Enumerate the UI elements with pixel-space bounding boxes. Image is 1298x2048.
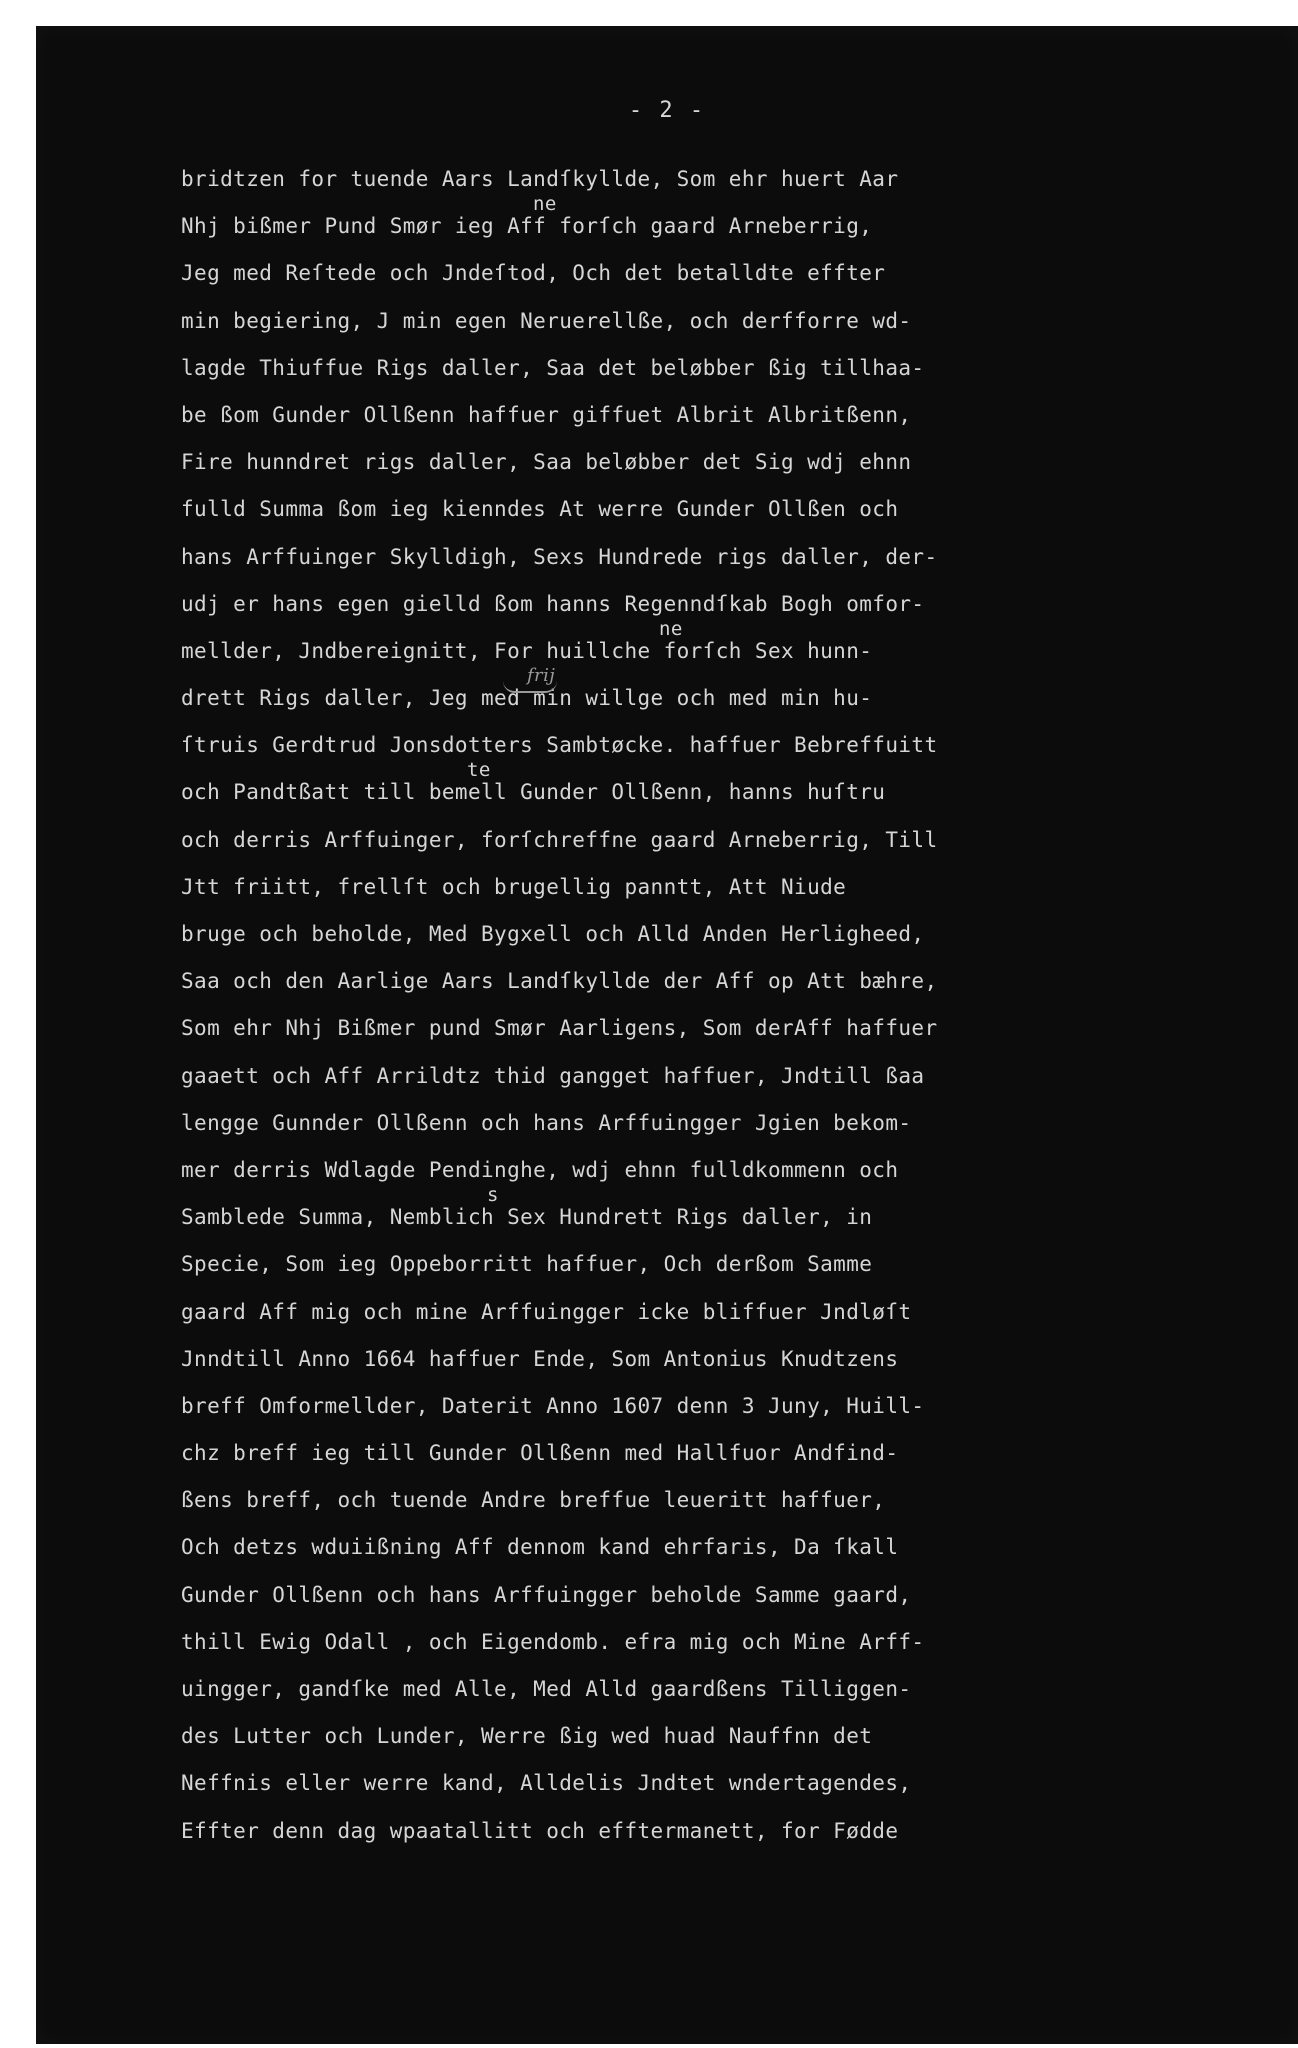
text-line: Jeg med Reſtede och Jndeſtod, Och det betalldte effter xyxy=(181,261,886,286)
text-line: gaard Aff mig och mine Arffuingger icke bliffuer Jndløſt xyxy=(181,1299,912,1324)
text-line: ßens breff, och tuende Andre breffue leueritt haffuer, xyxy=(181,1488,886,1513)
text-line: Jtt friitt, frellſt och brugellig panntt, Att Niude xyxy=(181,874,847,899)
text-line-content: drett Rigs daller, Jeg med min willge och med min hu- xyxy=(181,686,873,711)
text-line: be ßom Gunder Ollßenn haffuer giffuet Albrit Albritßenn, xyxy=(181,402,912,427)
text-line-content: och Pandtßatt till bemell Gunder Ollßenn, hanns huſtru xyxy=(181,780,886,805)
text-line xyxy=(181,617,1061,675)
text-line: Som ehr Nhj Bißmer pund Smør Aarligens, Som derAff haffuer xyxy=(181,1016,938,1041)
text-line: thill Ewig Odall , och Eigendomb. efra mig och Mine Arff- xyxy=(181,1629,925,1654)
text-line: Fire hunndret rigs daller, Saa beløbber det Sig wdj ehnn xyxy=(181,450,912,475)
text-line: och derris Arffuinger, forſchreffne gaard Arneberrig, Till xyxy=(181,827,938,852)
text-line xyxy=(181,759,1061,816)
interlinear-insertion: ne xyxy=(533,193,557,216)
text-line: chz breff ieg till Gunder Ollßenn med Hallfuor Andfind- xyxy=(181,1441,899,1466)
text-line: Specie, Som ieg Oppeborritt haffuer, Och derßom Samme xyxy=(181,1252,873,1277)
text-line-content: mellder, Jndbereignitt, For huillche forſch Sex hunn- xyxy=(181,638,873,663)
page-number: - 2 - xyxy=(628,98,706,123)
text-line: min begiering, J min egen Neruerellße, och derfforre wd- xyxy=(181,308,912,333)
text-line: mer derris Wdlagde Pendinghe, wdj ehnn fulldkommenn och xyxy=(181,1157,899,1182)
insertion-caret-mark xyxy=(503,681,557,693)
text-line: lengge Gunnder Ollßenn och hans Arffuingger Jgien bekom- xyxy=(181,1110,912,1135)
text-line-content: Nhj bißmer Pund Smør ieg Aff forſch gaard Arneberrig, xyxy=(181,214,873,239)
text-line: des Lutter och Lunder, Werre ßig wed huad Nauffnn det xyxy=(181,1724,873,1749)
text-line xyxy=(181,1184,1061,1241)
text-line: uingger, gandſke med Alle, Med Alld gaardßens Tilliggen- xyxy=(181,1677,912,1701)
text-line xyxy=(181,665,1061,722)
text-line: Saa och den Aarlige Aars Landſkyllde der Aff op Att bæhre, xyxy=(181,969,938,994)
document-page xyxy=(36,26,1298,2044)
text-line-content: Samblede Summa, Nemblich Sex Hundrett Rigs daller, in xyxy=(181,1205,873,1230)
document-body xyxy=(181,156,1061,1855)
text-line: Neffnis eller werre kand, Alldelis Jndtet wndertagendes, xyxy=(181,1771,912,1796)
text-line: Effter denn dag wpaatallitt och efftermanett, for Fødde xyxy=(181,1818,899,1843)
text-line: gaaett och Aff Arrildtz thid gangget haffuer, Jndtill ßaa xyxy=(181,1063,925,1088)
text-line: Gunder Ollßenn och hans Arffuingger beholde Samme gaard, xyxy=(181,1582,912,1607)
text-line: bridtzen for tuende Aars Landſkyllde, Som ehr huert Aar xyxy=(181,167,899,191)
interlinear-insertion: s xyxy=(487,1184,499,1207)
text-line xyxy=(181,193,1061,250)
text-line: bruge och beholde, Med Bygxell och Alld Anden Herligheed, xyxy=(181,922,925,946)
text-line: hans Arffuinger Skylldigh, Sexs Hundrede rigs daller, der- xyxy=(181,544,938,569)
text-line: lagde Thiuffue Rigs daller, Saa det beløbber ßig tillhaa- xyxy=(181,355,925,380)
text-line: ſtruis Gerdtrud Jonsdotters Sambtøcke. haffuer Bebreffuitt xyxy=(181,733,938,758)
text-line: breff Omformellder, Daterit Anno 1607 denn 3 Juny, Huill- xyxy=(181,1393,925,1418)
interlinear-insertion: ne xyxy=(659,617,683,640)
text-line: udj er hans egen gielld ßom hanns Regenndſkab Bogh omfor- xyxy=(181,591,925,616)
handwritten-insertion: frij xyxy=(527,665,556,687)
text-line: Jnndtill Anno 1664 haffuer Ende, Som Antonius Knudtzens xyxy=(181,1346,899,1371)
interlinear-insertion: te xyxy=(467,759,491,782)
text-line: Och detzs wduiißning Aff dennom kand ehrfaris, Da ſkall xyxy=(181,1535,899,1560)
text-line: fulld Summa ßom ieg kienndes At werre Gunder Ollßen och xyxy=(181,497,899,522)
